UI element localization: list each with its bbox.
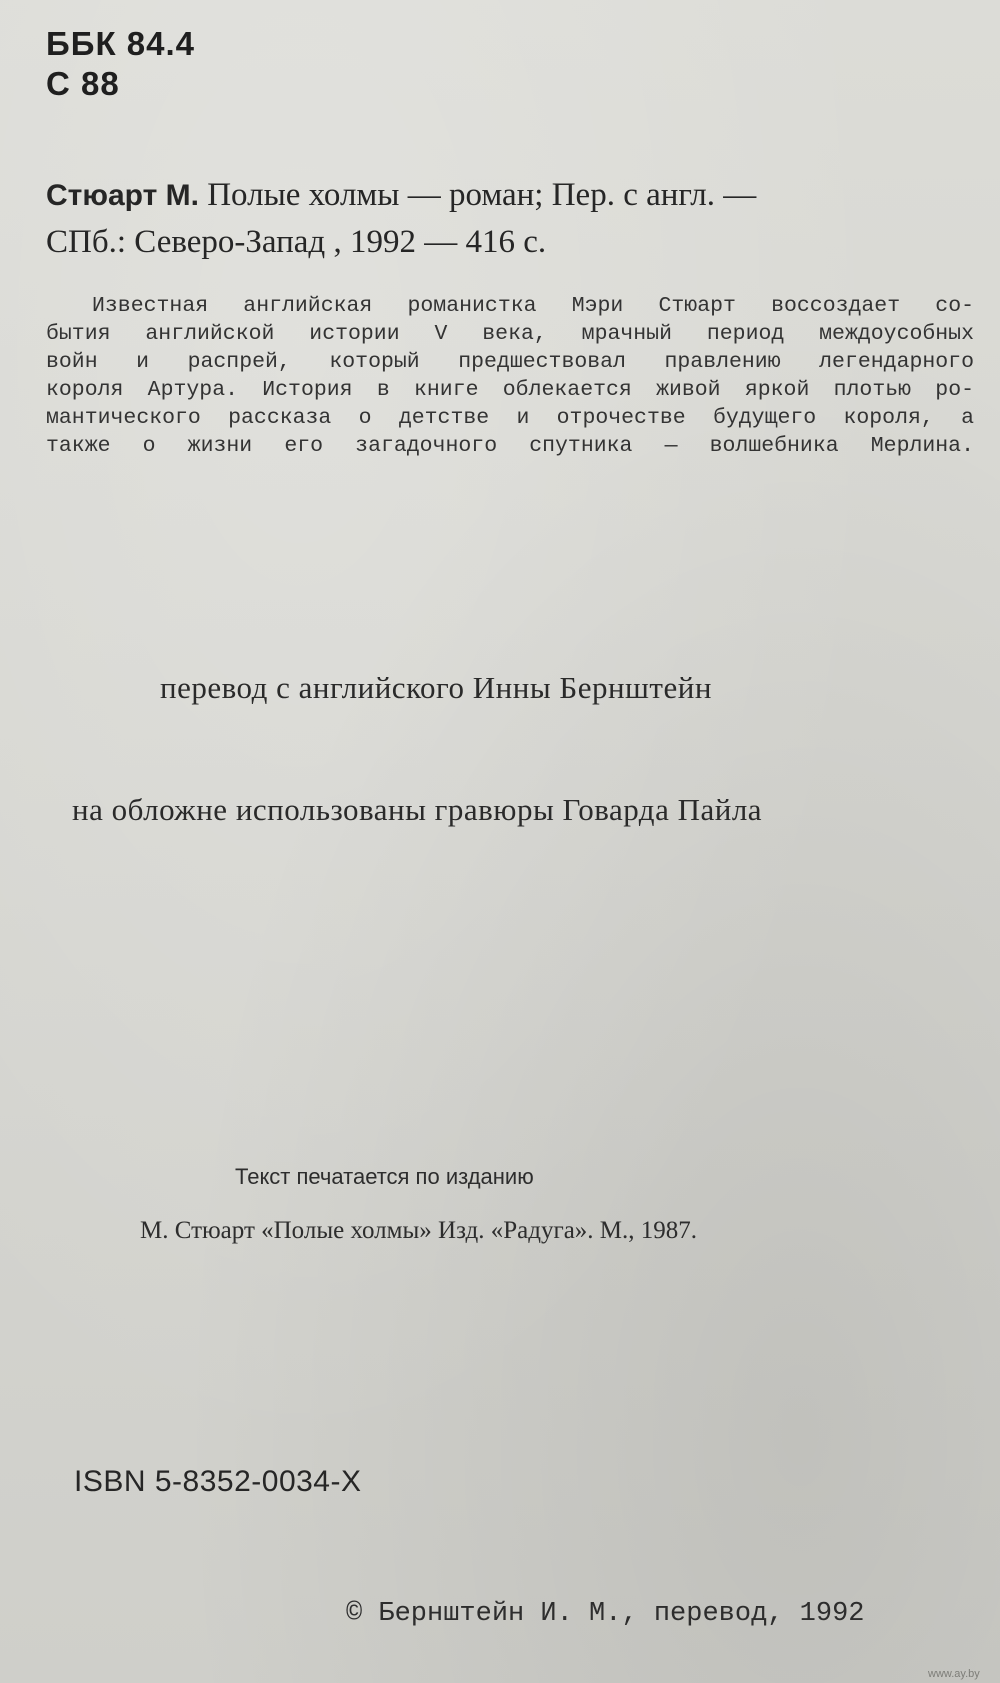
annotation-line: мантического рассказа о детстве и отрочестве будущего короля, а (46, 406, 974, 430)
annotation-line: также о жизни его загадочного спутника — волшебника Мерлина. (46, 434, 974, 458)
bibliographic-record (46, 172, 756, 265)
source-edition-heading: Текст печатается по изданию (235, 1164, 534, 1189)
annotation-line: Известная английская романистка Мэри Стюарт воссоздает со- (92, 294, 974, 318)
biblio-line-2: СПб.: Северо-Запад , 1992 — 416 с. (46, 224, 547, 260)
bbk-code: ББК 84.4 (46, 25, 195, 62)
author-mark: С 88 (46, 65, 120, 102)
biblio-line-1 (46, 172, 756, 219)
site-watermark: www.ay.by (928, 1668, 980, 1680)
biblio-title: Полые холмы — роман; Пер. с англ. — (198, 177, 757, 213)
annotation-line: бытия английской истории V века, мрачный период междоусобных (46, 322, 974, 346)
bbk-classification (46, 24, 195, 104)
annotation-line: короля Артура. История в книге облекается живой яркой плотью ро- (46, 378, 974, 402)
annotation-paragraph (46, 292, 974, 460)
isbn-number: ISBN 5-8352-0034-X (74, 1465, 362, 1498)
copyright-notice: © Бернштейн И. М., перевод, 1992 (346, 1599, 865, 1629)
translator-credit: перевод с английского Инны Бернштейн (160, 670, 712, 705)
cover-credit: на обложне использованы гравюры Говарда Пайла (72, 792, 763, 827)
annotation-line: войн и распрей, который предшествовал правлению легендарного (46, 350, 974, 374)
source-edition-details: М. Стюарт «Полые холмы» Изд. «Радуга». М., 1987. (140, 1217, 698, 1244)
biblio-author: Стюарт М. (46, 179, 199, 212)
